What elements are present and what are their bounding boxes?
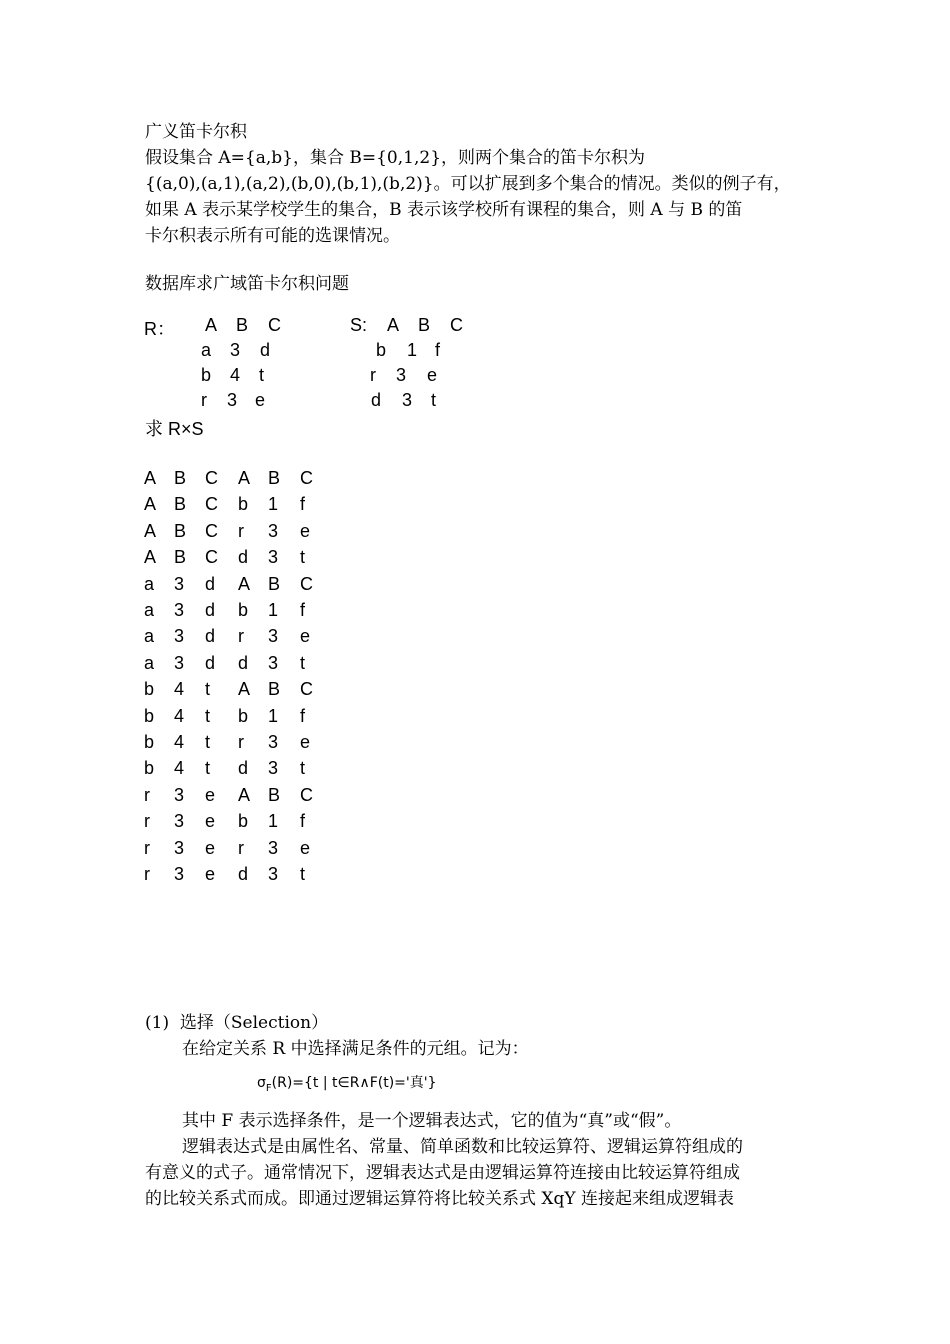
- product-cell: C: [205, 520, 218, 541]
- product-cell: r: [238, 732, 244, 752]
- product-cell: C: [300, 784, 313, 805]
- relation-s-cell: r: [370, 365, 376, 385]
- product-cell: e: [300, 520, 311, 541]
- product-cell: e: [300, 626, 311, 647]
- product-cell: 3: [268, 864, 279, 884]
- product-cell: b: [238, 600, 249, 620]
- product-cell: 1: [268, 600, 279, 620]
- product-cell: 4: [174, 758, 185, 779]
- product-cell: d: [238, 864, 249, 884]
- relation-s-cell: e: [427, 365, 438, 385]
- product-cell: C: [300, 468, 313, 488]
- product-cell: 3: [174, 811, 185, 832]
- product-cell: t: [300, 652, 306, 673]
- product-cell: 3: [268, 547, 279, 568]
- product-cell: f: [300, 494, 306, 515]
- product-cell: a: [144, 573, 155, 594]
- product-cell: 1: [268, 494, 279, 515]
- product-cell: A: [144, 468, 157, 488]
- product-cell: f: [300, 811, 306, 832]
- relation-s-cell: 3: [396, 365, 407, 385]
- selection-heading: (1) 选择（Selection）: [145, 1013, 329, 1033]
- product-cell: B: [268, 468, 281, 488]
- relation-s-cell: t: [431, 390, 437, 410]
- product-cell: b: [144, 679, 155, 700]
- product-cell: 4: [174, 732, 185, 752]
- product-cell: 3: [268, 732, 279, 752]
- product-cell: r: [144, 811, 150, 832]
- product-cell: r: [144, 864, 150, 884]
- relation-r-cell: r: [201, 390, 207, 410]
- product-cell: 3: [268, 626, 279, 647]
- relation-s-cell: 1: [407, 340, 418, 360]
- product-cell: C: [300, 573, 313, 594]
- product-cell: t: [205, 705, 211, 726]
- product-cell: A: [238, 468, 251, 488]
- selection-description: 在给定关系 R 中选择满足条件的元组。记为：: [182, 1039, 529, 1059]
- product-cell: d: [205, 652, 216, 673]
- product-cell: e: [205, 864, 216, 884]
- product-cell: 1: [268, 705, 279, 726]
- product-cell: 3: [174, 600, 185, 620]
- product-cell: B: [174, 468, 187, 488]
- relation-s-header-cell: C: [450, 315, 463, 335]
- product-cell: b: [144, 732, 155, 752]
- product-cell: b: [144, 758, 155, 779]
- relation-r-header-cell: C: [268, 315, 281, 335]
- relation-r-cell: a: [201, 340, 212, 360]
- product-cell: 3: [268, 837, 279, 858]
- product-cell: d: [205, 600, 216, 620]
- relation-s-cell: f: [435, 340, 441, 360]
- product-cell: A: [144, 494, 157, 515]
- explain-line-2: 逻辑表达式是由属性名、常量、简单函数和比较运算符、逻辑运算符组成的: [182, 1137, 743, 1157]
- explain-line-4: 的比较关系式而成。即通过逻辑运算符将比较关系式 XqY 连接起来组成逻辑表: [145, 1189, 735, 1209]
- relation-s-label: S:: [350, 315, 368, 335]
- explain-line-3: 有意义的式子。通常情况下，逻辑表达式是由逻辑运算符连接由比较运算符组成: [145, 1163, 740, 1183]
- product-cell: 3: [174, 573, 185, 594]
- product-cell: t: [205, 679, 211, 700]
- product-cell: t: [205, 758, 211, 779]
- product-cell: 3: [174, 652, 185, 673]
- product-cell: B: [174, 494, 187, 515]
- intro-line-4: 卡尔积表示所有可能的选课情况。: [145, 226, 400, 246]
- product-cell: b: [238, 811, 249, 832]
- doc-title: 广义笛卡尔积: [145, 122, 247, 142]
- product-cell: a: [144, 626, 155, 647]
- product-cell: t: [300, 758, 306, 779]
- relation-r-cell: e: [255, 390, 266, 410]
- product-cell: 1: [268, 811, 279, 832]
- formula-sigma: σ: [257, 1075, 266, 1091]
- product-cell: e: [300, 732, 311, 752]
- product-cell: e: [205, 837, 216, 858]
- relation-s-cell: b: [376, 340, 387, 360]
- product-cell: 3: [268, 758, 279, 779]
- product-cell: C: [205, 547, 218, 568]
- product-cell: B: [268, 679, 281, 700]
- product-cell: C: [205, 494, 218, 515]
- product-cell: B: [174, 520, 187, 541]
- product-cell: B: [268, 573, 281, 594]
- product-cell: d: [238, 758, 249, 779]
- product-cell: r: [144, 784, 150, 805]
- product-cell: A: [238, 573, 251, 594]
- relation-r-header-cell: A: [205, 315, 218, 335]
- product-cell: f: [300, 600, 306, 620]
- task-text: 求 R×S: [145, 419, 204, 439]
- product-cell: t: [300, 547, 306, 568]
- product-cell: d: [238, 652, 249, 673]
- product-cell: 3: [174, 784, 185, 805]
- product-cell: B: [174, 547, 187, 568]
- relation-r-cell: b: [201, 365, 212, 385]
- product-cell: b: [144, 705, 155, 726]
- relation-r-cell: 3: [227, 390, 238, 410]
- explain-line-1: 其中 F 表示选择条件，是一个逻辑表达式，它的值为“真”或“假”。: [182, 1111, 682, 1131]
- product-cell: b: [238, 705, 249, 726]
- product-cell: r: [238, 520, 244, 541]
- relation-s-header-cell: A: [387, 315, 400, 335]
- product-cell: d: [205, 626, 216, 647]
- formula-body: (R)={t | t∈R∧F(t)='真'}: [271, 1075, 437, 1091]
- product-cell: r: [238, 626, 244, 647]
- relation-s-cell: 3: [402, 390, 413, 410]
- product-cell: C: [300, 679, 313, 700]
- relation-s-header-cell: B: [418, 315, 431, 335]
- product-cell: d: [205, 573, 216, 594]
- product-cell: d: [238, 547, 249, 568]
- product-cell: 4: [174, 705, 185, 726]
- relation-r-label: R：: [144, 319, 175, 339]
- product-cell: r: [144, 837, 150, 858]
- product-cell: 3: [174, 837, 185, 858]
- relation-r-cell: d: [260, 340, 271, 360]
- product-cell: 3: [268, 520, 279, 541]
- problem-heading: 数据库求广域笛卡尔积问题: [145, 274, 349, 294]
- relation-s-cell: d: [371, 390, 382, 410]
- product-cell: B: [268, 784, 281, 805]
- relation-r-cell: 3: [230, 340, 241, 360]
- selection-formula: [257, 1072, 437, 1094]
- product-cell: 4: [174, 679, 185, 700]
- product-cell: 3: [174, 626, 185, 647]
- product-cell: A: [144, 520, 157, 541]
- product-cell: e: [205, 784, 216, 805]
- relation-r-cell: 4: [230, 365, 241, 385]
- intro-line-1: 假设集合 A={a,b}，集合 B={0,1,2}，则两个集合的笛卡尔积为: [145, 148, 646, 168]
- product-cell: b: [238, 494, 249, 515]
- product-cell: A: [238, 679, 251, 700]
- product-cell: e: [205, 811, 216, 832]
- product-cell: t: [300, 864, 306, 884]
- intro-line-2: {(a,0),(a,1),(a,2),(b,0),(b,1),(b,2)}。可以扩展到多个集合的情况。类似的例子有，: [145, 174, 791, 194]
- product-cell: e: [300, 837, 311, 858]
- product-cell: r: [238, 837, 244, 858]
- formula-subscript: F: [265, 1082, 272, 1094]
- product-cell: A: [238, 784, 251, 805]
- relation-r-header-cell: B: [236, 315, 249, 335]
- product-cell: a: [144, 600, 155, 620]
- product-cell: A: [144, 547, 157, 568]
- product-cell: t: [205, 732, 211, 752]
- product-cell: f: [300, 705, 306, 726]
- product-cell: 3: [268, 652, 279, 673]
- intro-line-3: 如果 A 表示某学校学生的集合，B 表示该学校所有课程的集合，则 A 与 B 的笛: [145, 200, 743, 220]
- product-cell: C: [205, 468, 218, 488]
- relation-r-cell: t: [259, 365, 265, 385]
- product-cell: a: [144, 652, 155, 673]
- product-cell: 3: [174, 864, 185, 884]
